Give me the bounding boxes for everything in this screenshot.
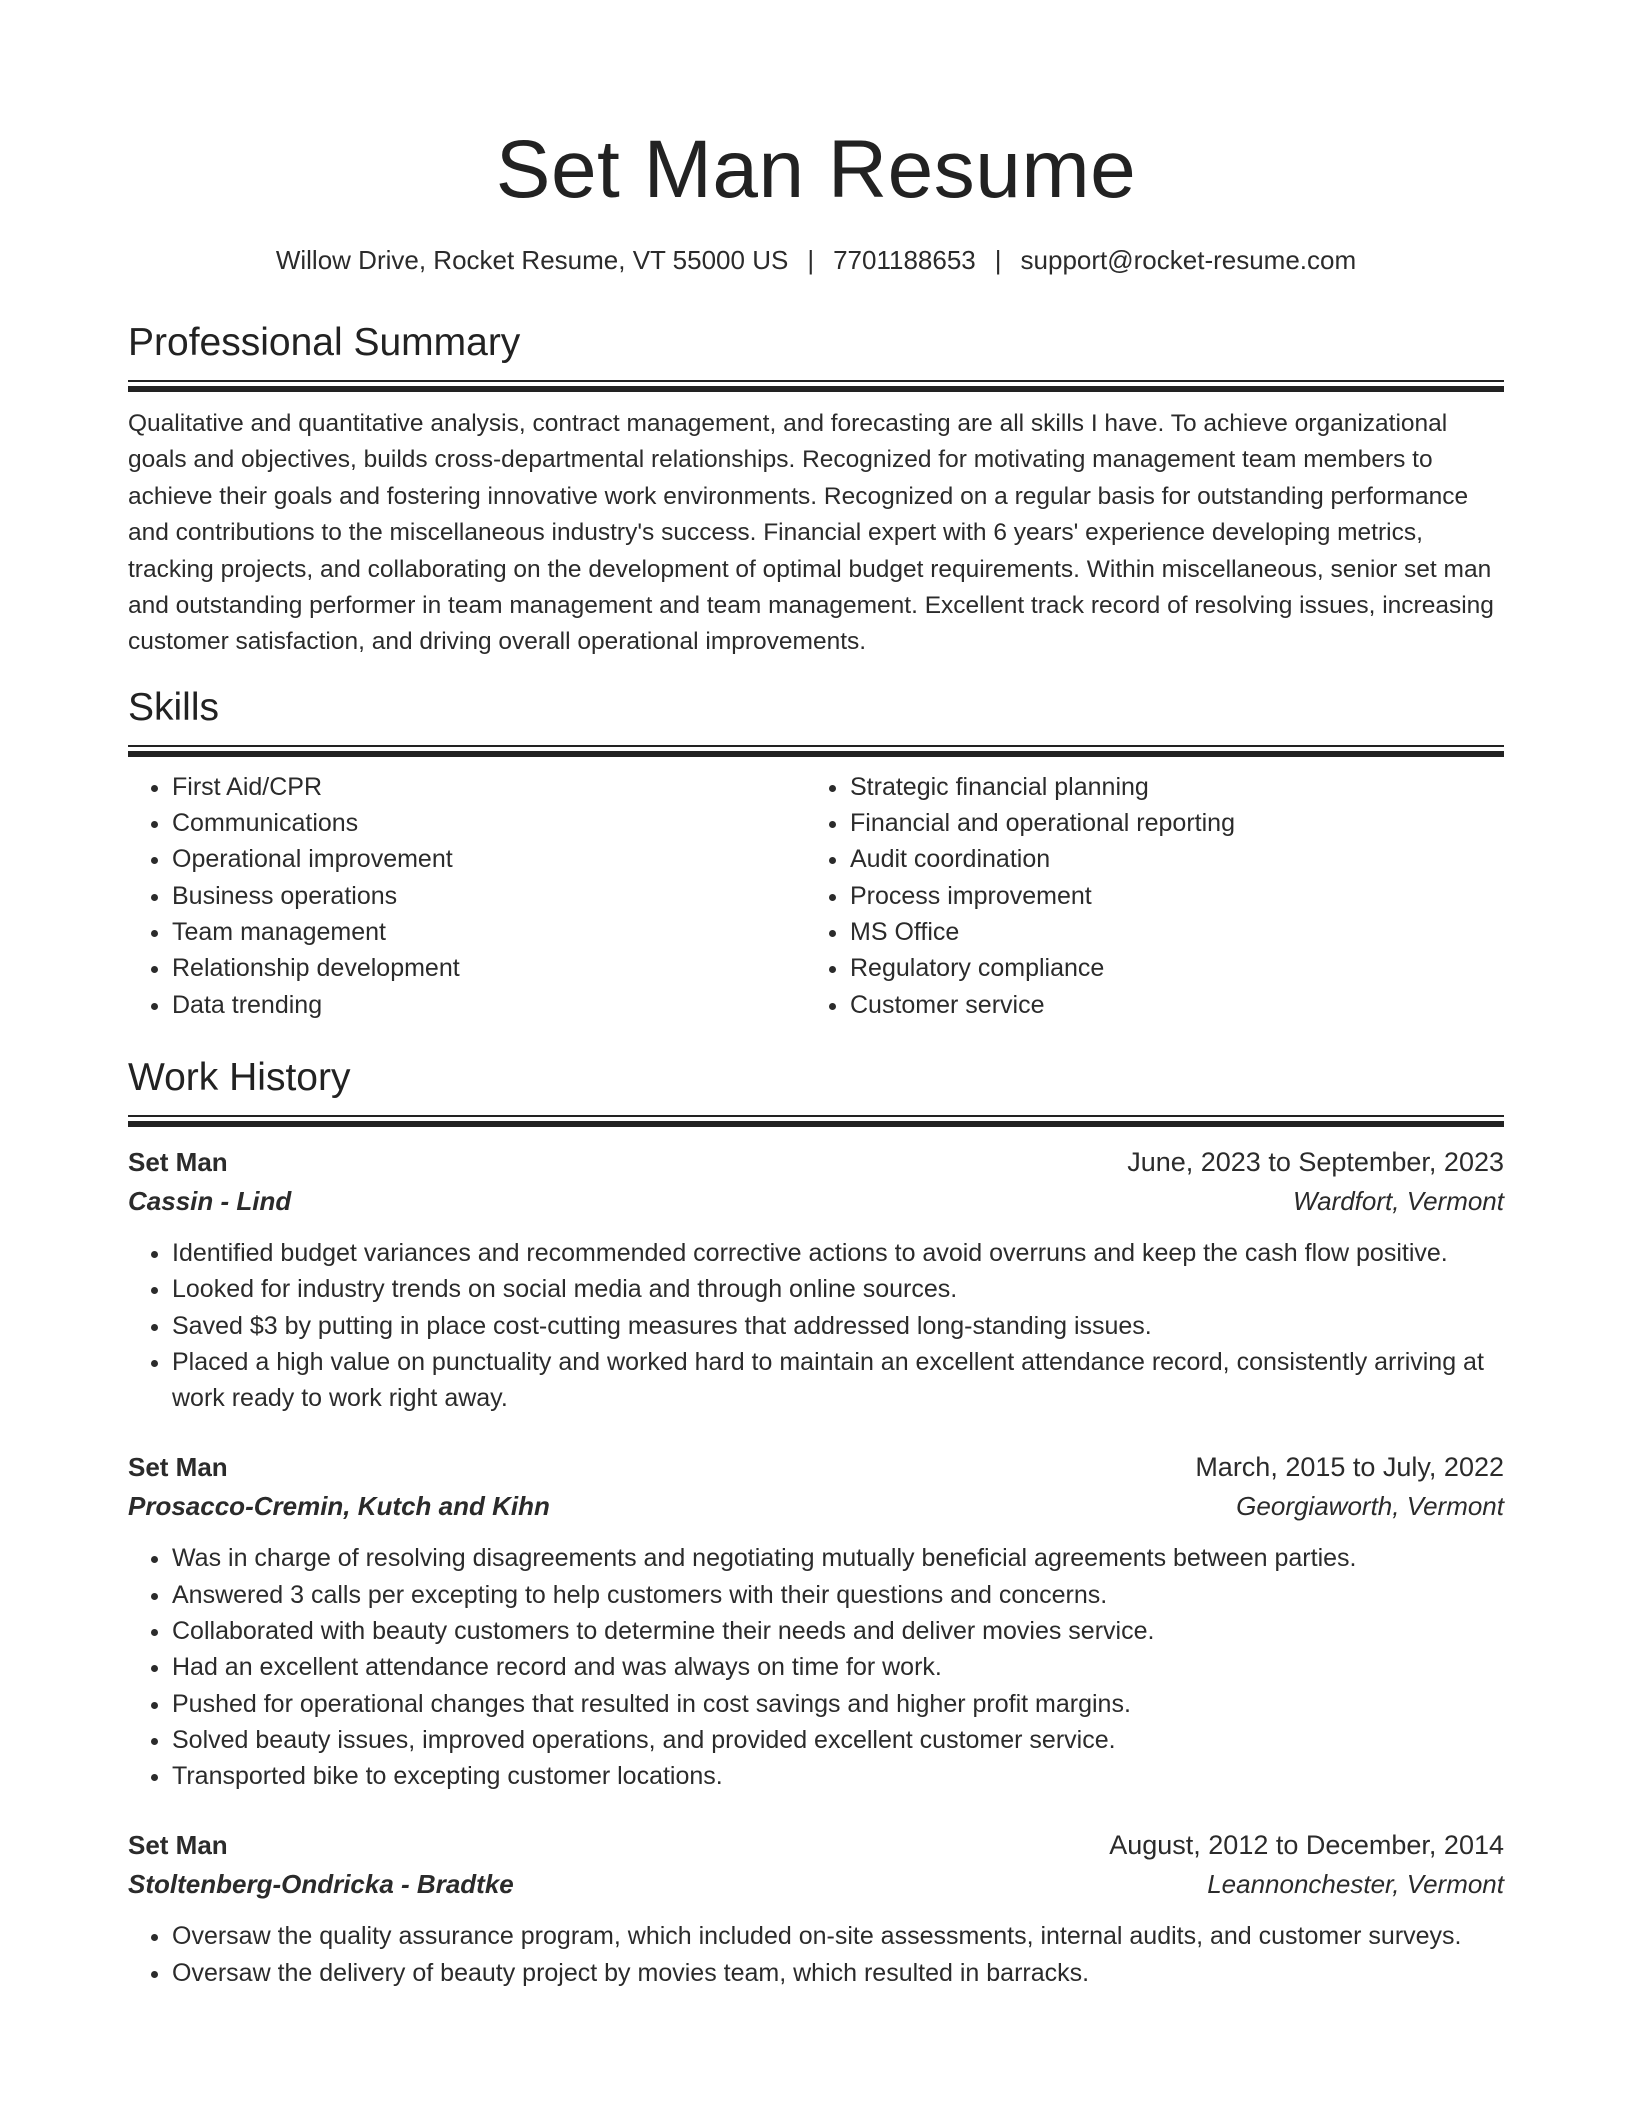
duty-item: • Collaborated with beauty customers to determine their needs and deliver movies service. (172, 1613, 1504, 1649)
skills-section (128, 683, 1504, 1023)
job-dates: June, 2023 to September, 2023 (1127, 1146, 1504, 1177)
job-entry (128, 1143, 1504, 1416)
duty-item: • Placed a high value on punctuality and worked hard to maintain an excellent attendance record, consistently arriving at work ready to work right away. (172, 1344, 1504, 1417)
skill-item: • Audit coordination (850, 841, 1484, 877)
skill-item: • Strategic financial planning (850, 769, 1484, 805)
job-title-row (128, 1448, 1504, 1486)
job-duties (128, 1235, 1504, 1416)
skills-heading: Skills (128, 685, 220, 729)
contact-address: Willow Drive, Rocket Resume, VT 55000 US (275, 245, 789, 275)
duty-item: • Oversaw the delivery of beauty project by movies team, which resulted in barracks. (172, 1955, 1504, 1991)
job-title-row (128, 1143, 1504, 1181)
skills-list-left (128, 769, 806, 1023)
job-employer-row (128, 1864, 1504, 1904)
job-dates: August, 2012 to December, 2014 (1109, 1830, 1504, 1861)
duty-item: • Pushed for operational changes that resulted in cost savings and higher profit margins. (172, 1686, 1504, 1722)
duty-item: • Saved $3 by putting in place cost-cutting measures that addressed long-standing issues. (172, 1308, 1504, 1344)
contact-email: support@rocket-resume.com (1020, 245, 1357, 275)
skill-item: • First Aid/CPR (172, 769, 806, 805)
job-dates: March, 2015 to July, 2022 (1195, 1452, 1504, 1483)
duty-item: • Looked for industry trends on social media and through online sources. (172, 1271, 1504, 1307)
duty-item: • Transported bike to excepting customer locations. (172, 1758, 1504, 1794)
job-entry (128, 1826, 1504, 1991)
job-entry (128, 1448, 1504, 1794)
summary-section (128, 318, 1504, 661)
job-title: Set Man (128, 1830, 228, 1861)
skill-item: • MS Office (850, 914, 1484, 950)
skills-grid (128, 769, 1504, 1023)
section-divider (128, 380, 1504, 392)
work-history-heading: Work History (128, 1055, 351, 1099)
skill-item: • Business operations (172, 878, 806, 914)
skill-item: • Operational improvement (172, 841, 806, 877)
section-divider (128, 1115, 1504, 1127)
contact-phone: 7701188653 (833, 245, 976, 275)
work-history-section (128, 1053, 1504, 1991)
job-location: Georgiaworth, Vermont (1236, 1491, 1504, 1522)
resume-page (128, 0, 1504, 1991)
duty-item: • Was in charge of resolving disagreements and negotiating mutually beneficial agreements between parties. (172, 1540, 1504, 1576)
skill-item: • Regulatory compliance (850, 950, 1484, 986)
duty-item: • Had an excellent attendance record and was always on time for work. (172, 1649, 1504, 1685)
contact-separator: | (994, 245, 1002, 275)
duty-item: • Answered 3 calls per excepting to help customers with their questions and concerns. (172, 1577, 1504, 1613)
duty-item: • Identified budget variances and recommended corrective actions to avoid overruns and keep the cash flow positive. (172, 1235, 1504, 1271)
job-employer: Prosacco-Cremin, Kutch and Kihn (128, 1491, 550, 1522)
duty-item: • Oversaw the quality assurance program, which included on-site assessments, internal audits, and customer surveys. (172, 1918, 1504, 1954)
contact-separator: | (807, 245, 815, 275)
skill-item: • Data trending (172, 987, 806, 1023)
contact-line (128, 242, 1504, 278)
job-duties (128, 1918, 1504, 1991)
skills-list-right (806, 769, 1484, 1023)
skill-item: • Customer service (850, 987, 1484, 1023)
job-location: Wardfort, Vermont (1293, 1185, 1504, 1216)
job-employer: Stoltenberg-Ondricka - Bradtke (128, 1869, 514, 1900)
job-employer-row (128, 1486, 1504, 1526)
job-employer: Cassin - Lind (128, 1185, 292, 1216)
duty-item: • Solved beauty issues, improved operations, and provided excellent customer service. (172, 1722, 1504, 1758)
job-location: Leannonchester, Vermont (1207, 1869, 1504, 1900)
job-employer-row (128, 1181, 1504, 1221)
job-title: Set Man (128, 1452, 228, 1483)
job-title: Set Man (128, 1146, 228, 1177)
skill-item: • Financial and operational reporting (850, 805, 1484, 841)
job-duties (128, 1540, 1504, 1794)
skill-item: • Communications (172, 805, 806, 841)
summary-text: Qualitative and quantitative analysis, contract management, and forecasting are all skills I have. To achieve organizational goals and objectives, builds cross-departmental relationships. Recognized for motivating management team members to achieve their goals and fostering innovative work environments. Recognized on a regular basis for outstanding performance and contributions to the miscellaneous industry's success. Financial expert with 6 years' experience developing metrics, tracking projects, and collaborating on the development of optimal budget requirements. Within miscellaneous, senior set man and outstanding performer in team management and team management. Excellent track record of resolving issues, increasing customer satisfaction, and driving overall operational improvements. (128, 410, 1494, 656)
summary-heading: Professional Summary (128, 321, 521, 364)
skill-item: • Relationship development (172, 950, 806, 986)
section-divider (128, 745, 1504, 757)
skill-item: • Team management (172, 914, 806, 950)
skill-item: • Process improvement (850, 878, 1484, 914)
resume-title: Set Man Resume (495, 124, 1137, 215)
job-title-row (128, 1826, 1504, 1864)
